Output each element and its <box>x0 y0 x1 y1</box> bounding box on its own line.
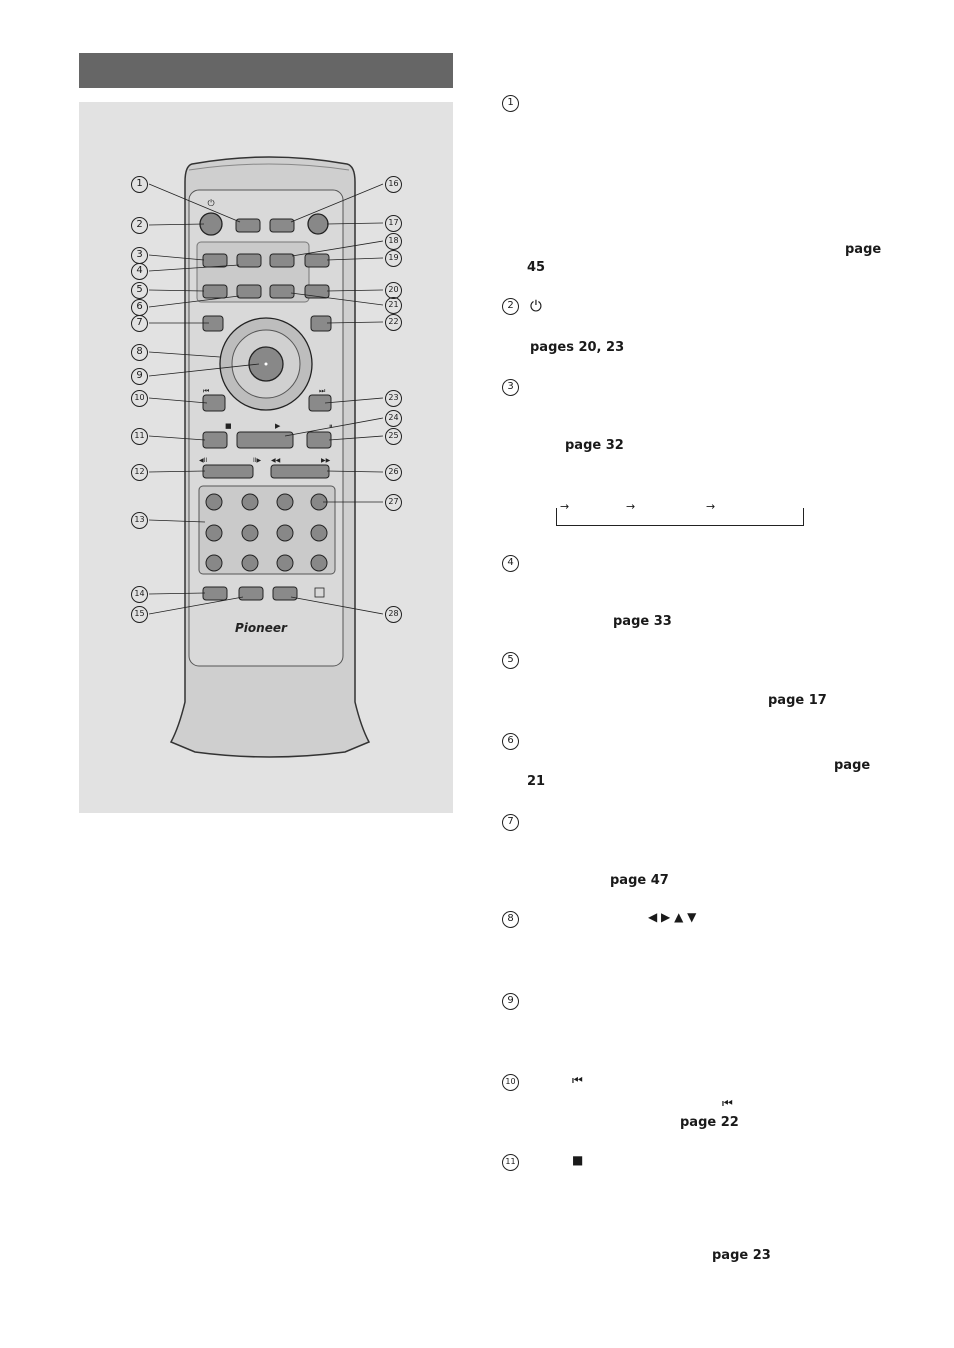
prev-label: ⏮ <box>203 387 210 395</box>
callout-20: 20 <box>385 282 402 299</box>
callout-22: 22 <box>385 314 402 331</box>
callout-21: 21 <box>385 297 402 314</box>
btn-row1-a <box>203 254 227 267</box>
description-symbol-8: ◀ ▶ ▲ ▼ <box>648 910 697 924</box>
callout-11: 11 <box>502 1154 519 1171</box>
description-symbol-10: ⏮ <box>572 1073 583 1087</box>
description-symbol-2: ⏻ <box>530 297 542 315</box>
callout-6: 6 <box>131 299 148 316</box>
callout-1: 1 <box>502 95 519 112</box>
step-back-button <box>203 465 253 478</box>
page-ref-2-0: pages 20, 23 <box>530 340 625 355</box>
callout-11: 11 <box>131 428 148 445</box>
callout-4: 4 <box>502 555 519 572</box>
page-ref-6-0: page <box>834 758 871 773</box>
page-ref-7-0: page 47 <box>610 873 669 888</box>
rew-ffwd-button <box>271 465 329 478</box>
callout-10: 10 <box>131 390 148 407</box>
stop-label: ■ <box>225 422 232 430</box>
callout-2: 2 <box>131 217 148 234</box>
bottom-button-1 <box>203 587 227 600</box>
play-button <box>237 432 293 448</box>
sequence-loop-line <box>556 508 804 526</box>
callout-3: 3 <box>502 379 519 396</box>
btn-row2-b <box>237 285 261 298</box>
remote-control-illustration <box>79 102 453 813</box>
svg-text:◀II: ◀II <box>199 457 208 464</box>
callout-6: 6 <box>502 733 519 750</box>
callout-8: 8 <box>131 344 148 361</box>
open-close-button <box>236 219 260 232</box>
callout-14: 14 <box>131 586 148 603</box>
svg-text:II▶: II▶ <box>253 457 262 464</box>
callout-19: 19 <box>385 250 402 267</box>
page-ref-10-0: page 22 <box>680 1115 739 1130</box>
return-button <box>311 316 331 331</box>
callout-7: 7 <box>502 814 519 831</box>
callout-5: 5 <box>502 652 519 669</box>
svg-text:▶▶: ▶▶ <box>321 457 331 464</box>
description-symbol-10b: ⏮ <box>722 1096 733 1110</box>
sequence-arrow-2: → <box>626 500 636 513</box>
round-button <box>308 214 328 234</box>
page-ref-5-0: page 17 <box>768 693 827 708</box>
callout-12: 12 <box>131 464 148 481</box>
callout-27: 27 <box>385 494 402 511</box>
sequence-arrow-1: → <box>560 500 570 513</box>
svg-text:⏻: ⏻ <box>207 199 215 209</box>
btn-row1-c <box>270 254 294 267</box>
callout-15: 15 <box>131 606 148 623</box>
callout-2: 2 <box>502 298 519 315</box>
page-ref-11-0: page 23 <box>712 1248 771 1263</box>
description-symbol-11: ■ <box>572 1153 584 1167</box>
btn-row1-d <box>305 254 329 267</box>
callout-13: 13 <box>131 512 148 529</box>
page-ref-4-0: page 33 <box>613 614 672 629</box>
callout-16: 16 <box>385 176 402 193</box>
callout-18: 18 <box>385 233 402 250</box>
bottom-button-2 <box>239 587 263 600</box>
callout-23: 23 <box>385 390 402 407</box>
callout-24: 24 <box>385 410 402 427</box>
play-label: ▶ <box>275 422 281 430</box>
callout-28: 28 <box>385 606 402 623</box>
callout-9: 9 <box>131 368 148 385</box>
callout-25: 25 <box>385 428 402 445</box>
next-label: ⏭ <box>319 387 326 395</box>
bottom-button-3 <box>273 587 297 600</box>
callout-7: 7 <box>131 315 148 332</box>
section-header-bar <box>79 53 453 88</box>
callout-4: 4 <box>131 263 148 280</box>
page-ref-1-1: 45 <box>527 260 546 275</box>
callout-3: 3 <box>131 247 148 264</box>
page-ref-6-1: 21 <box>527 774 546 789</box>
stop-button <box>203 432 227 448</box>
menu-button <box>203 316 223 331</box>
callout-10: 10 <box>502 1074 519 1091</box>
callout-9: 9 <box>502 993 519 1010</box>
btn-row2-a <box>203 285 227 298</box>
callout-5: 5 <box>131 282 148 299</box>
btn-row1-b <box>237 254 261 267</box>
sequence-arrow-3: → <box>706 500 716 513</box>
top-right-button <box>270 219 294 232</box>
callout-8: 8 <box>502 911 519 928</box>
callout-1: 1 <box>131 176 148 193</box>
page-ref-1-0: page <box>845 242 882 257</box>
page-ref-3-0: page 32 <box>565 438 624 453</box>
btn-row2-c <box>270 285 294 298</box>
pause-button <box>307 432 331 448</box>
svg-text:◀◀: ◀◀ <box>271 457 281 464</box>
pioneer-logo: Pioneer <box>235 621 287 635</box>
callout-26: 26 <box>385 464 402 481</box>
callout-17: 17 <box>385 215 402 232</box>
pause-label: ⏸ <box>329 422 333 430</box>
